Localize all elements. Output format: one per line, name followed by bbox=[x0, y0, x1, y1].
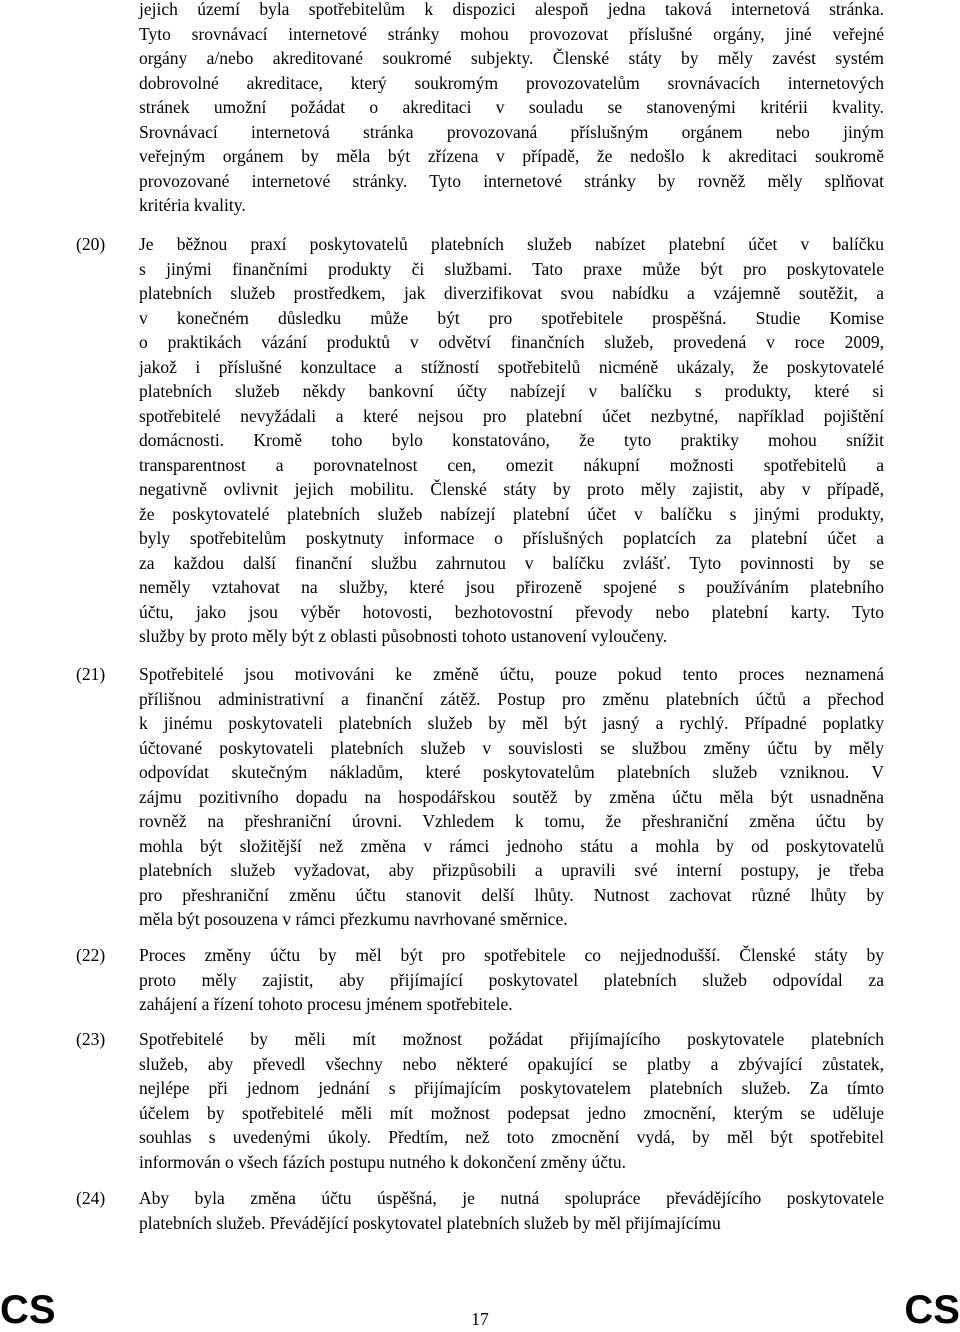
text-line: rovněž na přeshraniční úrovni. Vzhledem k tomu, že přeshraniční změna účtu by bbox=[139, 811, 884, 831]
text-line: účtované poskytovateli platebních služeb v souvislosti se službou změny účtu by měly bbox=[139, 737, 884, 758]
language-code-left: CS bbox=[0, 1288, 56, 1332]
text-line: jejich území byla spotřebitelům k dispozici alespoň jedna taková internetová stránka. bbox=[139, 0, 884, 19]
text-line: dobrovolné akreditace, který soukromým provozovatelům srovnávacích internetových bbox=[139, 72, 884, 93]
paragraph-text bbox=[139, 943, 884, 1017]
paragraph-number: (22) bbox=[76, 945, 106, 965]
text-line: negativně ovlivnit jejich mobilitu. Členské státy by proto měly zajistit, aby v případě, bbox=[139, 479, 884, 499]
paragraph-text bbox=[139, 232, 884, 649]
text-line: orgány a/nebo akreditované soukromé subjekty. Členské státy by měly zavést systém bbox=[139, 48, 884, 68]
text-line: služeb, aby převedl všechny nebo některé opakující se platby a zbývající zůstatek, bbox=[139, 1053, 884, 1074]
text-line: přílišnou administrativní a finanční zátěž. Postup pro změnu platebních účtů a přechod bbox=[139, 688, 884, 709]
text-line: provozované internetové stránky. Tyto internetové stránky by rovněž měly splňovat bbox=[139, 170, 884, 191]
text-line: účelem by spotřebitelé měli mít možnost podepsat jedno zmocnění, kterým se uděluje bbox=[139, 1102, 884, 1123]
text-line: pro přeshraniční změnu účtu stanovit delší lhůty. Nutnost zachovat různé lhůty by bbox=[139, 884, 884, 905]
text-line: Srovnávací internetová stránka provozovaná příslušným orgánem nebo jiným bbox=[139, 121, 884, 142]
text-line: s jinými finančními produkty či službami. Tato praxe může být pro poskytovatele bbox=[139, 258, 884, 279]
text-line: zahájení a řízení tohoto procesu jménem spotřebitele. bbox=[139, 994, 513, 1014]
text-line: proto měly zajistit, aby přijímající poskytovatel platebních služeb odpovídal za bbox=[139, 969, 884, 990]
text-line: Aby byla změna účtu úspěšná, je nutná spolupráce převádějícího poskytovatele bbox=[139, 1188, 884, 1208]
text-line: k jinému poskytovateli platebních služeb by měl být jasný a rychlý. Případné poplatky bbox=[139, 713, 884, 733]
text-line: jakož i příslušné konzultace a stížností spotřebitelů nicméně ukázaly, že poskytovatelé bbox=[139, 356, 884, 377]
text-line: platebních služeb vyžadovat, aby přizpůsobili a upravili své interní postupy, je třeba bbox=[139, 860, 884, 880]
paragraph-number: (21) bbox=[76, 664, 106, 684]
text-line: Proces změny účtu by měl být pro spotřebitele co nejjednodušší. Členské státy by bbox=[139, 945, 884, 965]
text-line: stránek umožní požádat o akreditaci v souladu se stanovenými kritérii kvality. bbox=[139, 97, 884, 117]
text-line: Spotřebitelé by měli mít možnost požádat přijímajícího poskytovatele platebních bbox=[139, 1029, 884, 1049]
paragraph-text bbox=[139, 1186, 884, 1235]
text-line: nejlépe při jednom jednání s přijímajícím poskytovatelem platebních služeb. Za tímto bbox=[139, 1078, 884, 1098]
text-line: měla být posouzena v rámci přezkumu navrhované směrnice. bbox=[139, 909, 568, 929]
paragraph-number: (20) bbox=[76, 234, 106, 254]
text-line: kritéria kvality. bbox=[139, 195, 246, 215]
text-line: za každou další finanční službu zahrnutou v balíčku zvlášť. Tyto povinnosti by se bbox=[139, 552, 884, 573]
paragraph-text bbox=[139, 0, 884, 218]
text-line: informován o všech fázích postupu nutného k dokončení změny účtu. bbox=[139, 1151, 626, 1172]
text-line: o praktikách vázání produktů v odvětví finančních služeb, provedená v roce 2009, bbox=[139, 332, 884, 352]
text-line: účtu, jako jsou výběr hotovosti, bezhotovostní převody nebo platební karty. Tyto bbox=[139, 601, 884, 622]
text-line: platebních služeb. Převádějící poskytovatel platebních služeb by měl přijímajícímu bbox=[139, 1212, 721, 1233]
text-line: veřejným orgánem by měla být zřízena v případě, že nedošlo k akreditaci soukromě bbox=[139, 146, 884, 166]
text-line: Tyto srovnávací internetové stránky mohou provozovat příslušné orgány, jiné veřejné bbox=[139, 23, 884, 44]
paragraph-number: (23) bbox=[76, 1029, 106, 1049]
text-line: mohla být složitější než změna v rámci jednoho státu a mohla by od poskytovatelů bbox=[139, 835, 884, 856]
text-line: neměly vztahovat na služby, které jsou přirozeně spojené s používáním platebního bbox=[139, 577, 884, 597]
text-line: spotřebitelé nevyžádali a které nejsou pro platební účet nezbytné, například pojištění bbox=[139, 405, 884, 426]
text-line: transparentnost a porovnatelnost cen, omezit nákupní možnosti spotřebitelů a bbox=[139, 454, 884, 475]
text-line: odpovídat skutečným nákladům, které poskytovatelům platebních služeb vzniknou. V bbox=[139, 762, 884, 782]
text-line: souhlas s uvedenými úkoly. Předtím, než toto zmocnění vydá, by měl být spotřebitel bbox=[139, 1127, 884, 1147]
text-line: byly spotřebitelům poskytnuty informace o příslušných poplatcích za platební účet a bbox=[139, 528, 884, 548]
text-line: Je běžnou praxí poskytovatelů platebních služeb nabízet platební účet v balíčku bbox=[139, 234, 884, 254]
text-line: zájmu pozitivního dopadu na hospodářskou soutěž by změna účtu měla být usnadněna bbox=[139, 786, 884, 807]
text-line: Spotřebitelé jsou motivováni ke změně účtu, pouze pokud tento proces neznamená bbox=[139, 664, 884, 684]
language-code-right: CS bbox=[904, 1288, 960, 1332]
paragraph-number: (24) bbox=[76, 1188, 106, 1208]
text-line: služby by proto měly být z oblasti působnosti tohoto ustanovení vyloučeny. bbox=[139, 626, 668, 646]
paragraph-text bbox=[139, 662, 884, 932]
text-line: v konečném důsledku může být pro spotřebitele prospěšná. Studie Komise bbox=[139, 307, 884, 328]
paragraph-text bbox=[139, 1027, 884, 1174]
page-number: 17 bbox=[471, 1309, 489, 1329]
text-line: domácnosti. Kromě toho bylo konstatováno, že tyto praktiky mohou snížit bbox=[139, 430, 884, 450]
text-line: že poskytovatelé platebních služeb nabízejí platební účet v balíčku s jinými produkty, bbox=[139, 503, 884, 524]
text-line: platebních služeb prostředkem, jak diverzifikovat svou nabídku a vzájemně soutěžit, a bbox=[139, 283, 884, 303]
text-line: platebních služeb někdy bankovní účty nabízejí v balíčku s produkty, které si bbox=[139, 381, 884, 401]
